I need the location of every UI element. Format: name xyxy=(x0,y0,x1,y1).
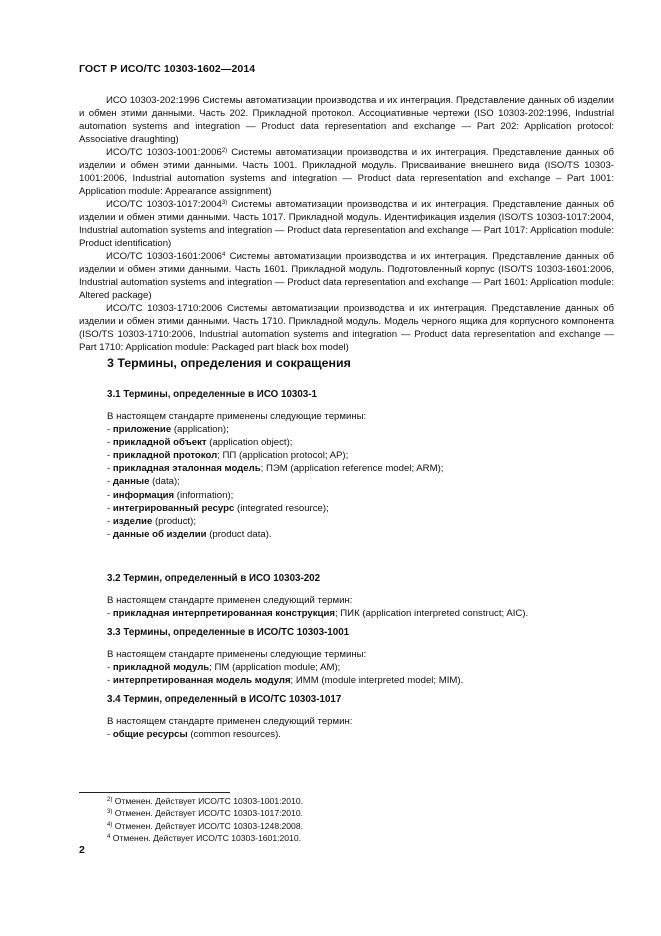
reference-entry: ИСО/ТС 10303-1001:2006$^{2)}$ Системы автоматизации производства и их интеграция. Представление данных об изделии и обмен этими данными. Часть 1001. Прикладной модуль. Присваивание внешнего вида (ISO/TS 10303-1001:2006, Industrial automation systems and integration — Product data representation and exchange – Part 1001: Application module: Appearance assignment) xyxy=(79,147,614,197)
intro-text: В настоящем стандарте применен следующий термин: xyxy=(107,595,353,606)
footnote: $^4$ Отменен. Действует ИСО/ТС 10303-1601:2010. xyxy=(107,833,301,844)
list-item: - прикладной объект (application object); xyxy=(107,437,293,449)
term-list xyxy=(107,715,617,741)
list-item: - изделие (product); xyxy=(107,515,197,527)
footnote: $^{4)}$ Отменен. Действует ИСО/ТС 10303-1248:2008. xyxy=(107,820,303,831)
term-list xyxy=(107,410,617,541)
subsection-title: 3.3 Термины, определенные в ИСО/ТС 10303-1001 xyxy=(107,627,350,638)
subsection-title: 3.2 Термин, определенный в ИСО 10303-202 xyxy=(107,573,321,584)
list-item: - данные об изделии (product data). xyxy=(107,528,272,540)
intro-text: В настоящем стандарте применены следующие термины: xyxy=(107,649,367,660)
page-number: 2 xyxy=(79,844,85,856)
footnote-mark[interactable]: 2) xyxy=(221,148,228,154)
normative-references xyxy=(79,94,614,354)
list-item: - информация (information); xyxy=(107,489,234,501)
subsection-title: 3.4 Термин, определенный в ИСО/ТС 10303-1017 xyxy=(107,694,342,705)
list-item: - прикладная эталонная модель; ПЭМ (application reference model; ARM); xyxy=(107,463,444,475)
intro-text: В настоящем стандарте применен следующий термин: xyxy=(107,716,353,727)
subsection-title: 3.1 Термины, определенные в ИСО 10303-1 xyxy=(107,389,317,400)
footnotes xyxy=(107,795,303,845)
footnote: $^{2)}$ Отменен. Действует ИСО/ТС 10303-1001:2010. xyxy=(107,796,303,806)
list-item: - общие ресурсы (common resources). xyxy=(107,729,281,741)
list-item: - прикладная интерпретированная конструкция; ПИК (application interpreted construct; AIC). xyxy=(107,608,529,620)
section-title: 3 Термины, определения и сокращения xyxy=(107,356,351,370)
list-item: - приложение (application); xyxy=(107,424,229,436)
reference-entry: ИСО/ТС 10303-1710:2006 Системы автоматизации производства и их интеграция. Представление данных об изделии и обмен этими данными. Часть 1710. Прикладной модуль. Модель черного ящика для корпусного компонента (ISO/TS 10303-1710:2006, Industrial automation systems and integration — Product data representation and exchange — Part 1710: Application module: Packaged part black box model) xyxy=(79,303,614,353)
footnote: $^{3)}$ Отменен. Действует ИСО/ТС 10303-1017:2010. xyxy=(107,808,303,819)
list-item: - данные (data); xyxy=(107,476,180,488)
list-item: - прикладной протокол; ПП (application protocol; AP); xyxy=(107,450,349,462)
list-item: - интерпретированная модель модуля; ИММ (module interpreted model; MIM). xyxy=(107,675,464,687)
term-list xyxy=(107,648,617,687)
reference-entry: ИСО/ТС 10303-1017:2004$^{3)}$ Системы автоматизации производства и их интеграция. Представление данных об изделии и обмен этими данными. Часть 1017. Прикладной модуль. Идентификация изделия (ISO/TS 10303-1017:2004, Industrial automation systems and integration — Product data representation and exchange — Part 1017: Application module: Product identification) xyxy=(79,199,614,249)
list-item: - интегрированный ресурс (integrated resource); xyxy=(107,502,329,514)
running-header: ГОСТ Р ИСО/ТС 10303-1602—2014 xyxy=(79,63,256,75)
reference-entry: ИСО/ТС 10303-1601:2006$^4$ Системы автоматизации производства и их интеграция. Представление данных об изделии и обмен этими данными. Часть 1601. Прикладной модуль. Подготовленный корпус (ISO/TS 10303-1601:2006, Industrial automation systems and integration — Product data representation and exchange — Part 1601: Application module: Altered package) xyxy=(79,251,614,301)
intro-text: В настоящем стандарте применены следующие термины: xyxy=(107,411,367,422)
footnote-mark[interactable]: 3) xyxy=(221,200,228,206)
term-list xyxy=(107,594,617,620)
footnote-divider xyxy=(79,792,230,793)
list-item: - прикладной модуль; ПМ (application module; AM); xyxy=(107,662,341,674)
reference-entry: ИСО 10303-202:1996 Системы автоматизации производства и их интеграция. Представление данных об изделии и обмен этими данными. Часть 202. Прикладной протокол. Ассоциативные чертежи (ISO 10303-202:1996, Industrial automation systems and integration — Product data representation and exchange — Part 202: Application protocol: Associative draughting) xyxy=(79,95,614,145)
footnote-mark[interactable]: 4 xyxy=(222,252,226,258)
